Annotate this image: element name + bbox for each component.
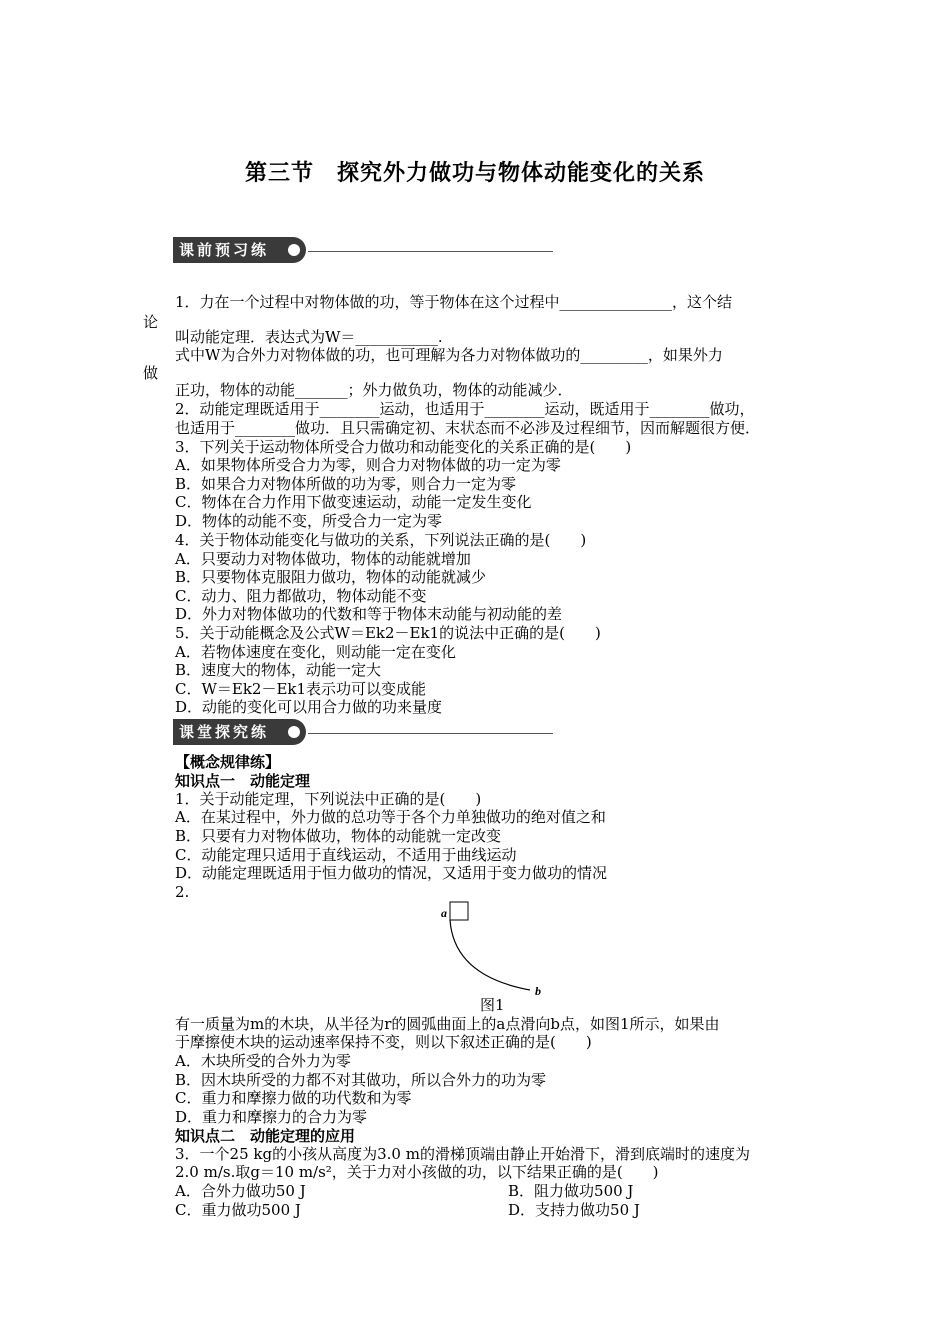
banner-label: 课前预习练 [173,237,306,263]
knowledge-point-1: 知识点一 动能定理 [175,772,311,790]
pre-line-3-margin: 做 [143,364,159,382]
cls-q2-option-a: A．木块所受的合外力为零 [175,1052,351,1070]
pre-q3-option-b: B．如果合力对物体所做的功为零，则合力一定为零 [175,475,517,493]
banner-label: 课堂探究练 [173,719,306,745]
knowledge-point-2: 知识点二 动能定理的应用 [175,1127,356,1145]
pre-line-1-margin: 论 [143,313,159,331]
divider [308,251,553,252]
cls-q3-line-2: 2.0 m/s.取g＝10 m/s²，关于力对小孩做的功，以下结果正确的是( ) [175,1163,659,1181]
pre-line-3: 式中W为合外力对物体做的功，也可理解为各力对物体做功的_________，如果外力 [175,346,723,364]
pre-line-4: 正功，物体的动能_______；外力做负功，物体的动能减少． [175,381,573,399]
concept-heading: 【概念规律练】 [175,753,281,771]
cls-q1-option-c: C．动能定理只适用于直线运动，不适用于曲线运动 [175,846,517,864]
block-square [450,902,468,920]
pre-line-6: 也适用于________做功．且只需确定初、末状态而不必涉及过程细节，因而解题很方便． [175,419,761,437]
cls-q3-option-d: D．支持力做功50 J [508,1201,640,1219]
divider [308,733,553,734]
cls-q1: 1．关于动能定理，下列说法中正确的是( ) [175,790,482,808]
pre-q3-option-c: C．物体在合力作用下做变速运动，动能一定发生变化 [175,493,532,511]
pre-q5-option-c: C．W＝Ek2－Ek1表示功可以变成能 [175,680,427,698]
pre-line-2: 叫动能定理．表达式为W＝___________. [175,328,443,346]
cls-q3-option-a: A．合外力做功50 J [175,1182,306,1200]
cls-q1-option-a: A．在某过程中，外力做的总功等于各个力单独做功的绝对值之和 [175,808,606,826]
arc-path [450,920,530,990]
cls-q2-line-2: 于摩擦使木块的运动速率保持不变，则以下叙述正确的是( ) [175,1033,592,1051]
point-b-label: b [535,984,541,998]
pre-q4-option-c: C．动力、阻力都做功，物体动能不变 [175,587,427,605]
page-title: 第三节 探究外力做功与物体动能变化的关系 [244,161,705,186]
pre-q4-option-a: A．只要动力对物体做功，物体的动能就增加 [175,550,471,568]
cls-q3-option-b: B．阻力做功500 J [508,1182,634,1200]
point-a-label: a [441,906,447,920]
cls-q2-option-b: B．因木块所受的力都不对其做功，所以合外力的功为零 [175,1071,547,1089]
pre-q3: 3．下列关于运动物体所受合力做功和动能变化的关系正确的是( ) [175,438,632,456]
cls-q2-line-1: 有一质量为m的木块，从半径为r的圆弧曲面上的a点滑向b点，如图1所示，如果由 [175,1015,720,1033]
pre-q5: 5．关于动能概念及公式W＝Ek2－Ek1的说法中正确的是( ) [175,624,601,642]
pre-q4: 4．关于物体动能变化与做功的关系，下列说法正确的是( ) [175,531,587,549]
cls-q2-option-d: D．重力和摩擦力的合力为零 [175,1108,368,1126]
bullet-dot-icon [288,244,300,256]
pre-q3-option-a: A．如果物体所受合力为零，则合力对物体做的功一定为零 [175,456,561,474]
cls-q2-number: 2. [175,883,190,901]
arc-figure [438,898,558,998]
pre-q4-option-d: D．外力对物体做功的代数和等于物体末动能与初动能的差 [175,605,563,623]
cls-q2-option-c: C．重力和摩擦力做的功代数和为零 [175,1089,412,1107]
figure-caption: 图1 [480,996,505,1014]
cls-q1-option-d: D．动能定理既适用于恒力做功的情况，又适用于变力做功的情况 [175,864,608,882]
pre-line-1: 1．力在一个过程中对物体做的功，等于物体在这个过程中_______________，这个结 [175,293,733,311]
cls-q3-line-1: 3．一个25 kg的小孩从高度为3.0 m的滑梯顶端由静止开始滑下，滑到底端时的速度为 [175,1145,750,1163]
pre-q4-option-b: B．只要物体克服阻力做功，物体的动能就减少 [175,568,487,586]
pre-q5-option-d: D．动能的变化可以用合力做的功来量度 [175,698,443,716]
cls-q3-option-c: C．重力做功500 J [175,1201,301,1219]
pre-q3-option-d: D．物体的动能不变，所受合力一定为零 [175,512,443,530]
cls-q1-option-b: B．只要有力对物体做功，物体的动能就一定改变 [175,827,502,845]
pre-line-5: 2．动能定理既适用于________运动，也适用于________运动，既适用于________做功， [175,400,755,418]
pre-q5-option-a: A．若物体速度在变化，则动能一定在变化 [175,643,456,661]
pre-q5-option-b: B．速度大的物体，动能一定大 [175,661,382,679]
bullet-dot-icon [288,726,300,738]
